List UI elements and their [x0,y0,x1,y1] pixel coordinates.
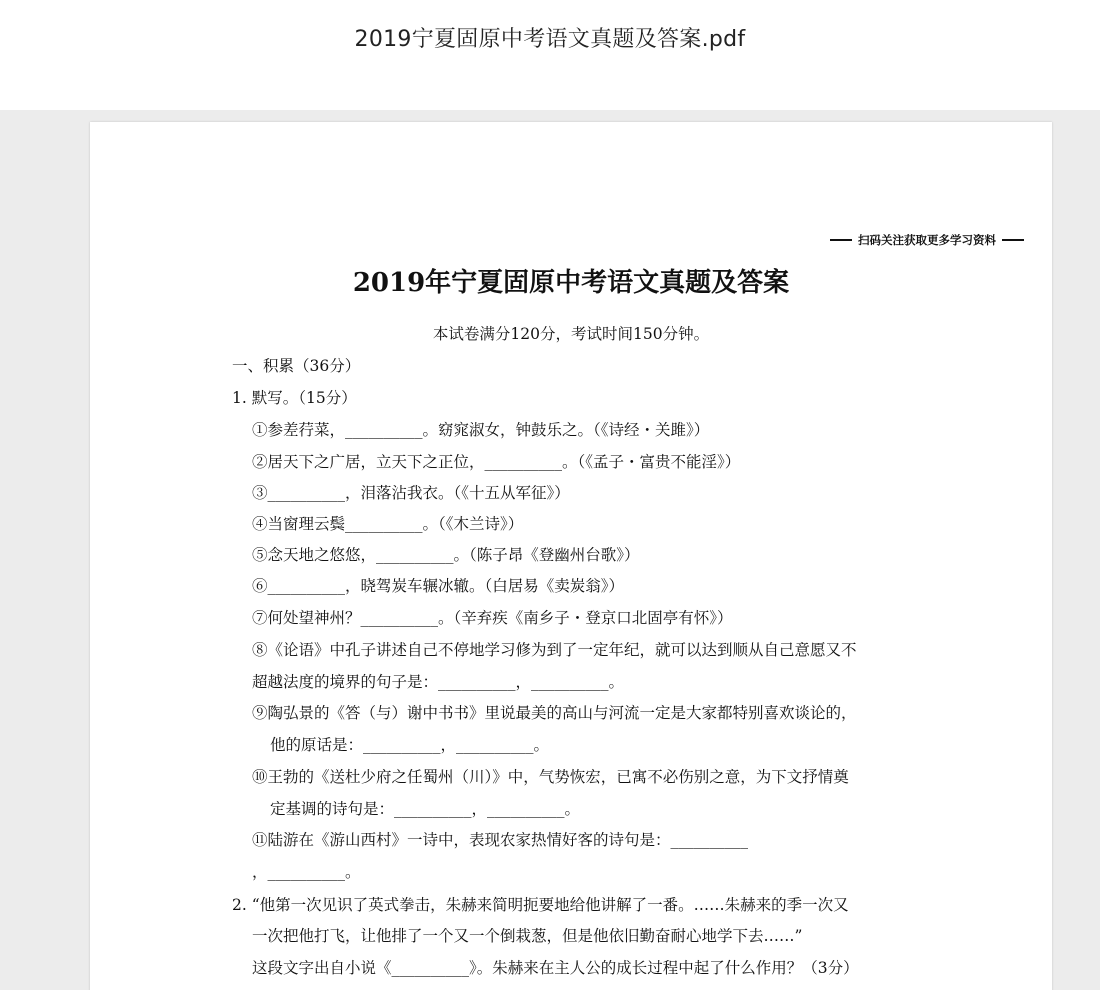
header-dash-left [830,239,852,241]
question-line: 他的原话是：__________，__________。 [270,736,550,754]
pdf-page [90,122,1052,990]
pdf-viewer[interactable] [0,110,1100,990]
question-line: ⑩王勃的《送杜少府之任蜀州（川）》中，气势恢宏，已寓不必伤别之意，为下文抒情奠 [252,768,849,786]
question-line: ⑨陶弘景的《答（与）谢中书书》里说最美的高山与河流一定是大家都特别喜欢谈论的， [252,704,857,722]
question-line: ⑥__________，晓驾炭车辗冰辙。（白居易《卖炭翁》） [252,577,625,595]
question-line: ③__________，泪落沾我衣。（《十五从军征》） [252,484,570,502]
question-line: ④当窗理云鬓__________。（《木兰诗》） [252,515,524,533]
question-line: ⑤念天地之悠悠，__________。（陈子昂《登幽州台歌》） [252,546,640,564]
document-title: 2019年宁夏固原中考语文真题及答案 [352,268,790,298]
file-title: 2019宁夏固原中考语文真题及答案.pdf [354,27,746,52]
question-line: ⑪陆游在《游山西村》一诗中，表现农家热情好客的诗句是：__________ [252,831,749,849]
question-line: ，__________。 [252,863,361,881]
section-heading: 一、积累（36分） [232,357,361,375]
question-line: 超越法度的境界的句子是：__________，__________。 [252,673,625,691]
header-dash-right [1002,239,1024,241]
header-note-text: 扫码关注获取更多学习资料 [858,233,996,247]
document-subtitle: 本试卷满分120分，考试时间150分钟。 [432,325,710,343]
header-note [830,232,1024,248]
title-bar [0,0,1100,110]
question-2-line: 这段文字出自小说《__________》。朱赫来在主人公的成长过程中起了什么作用？（3分） [252,959,859,977]
question-line: ①参差荇菜，__________。窈窕淑女，钟鼓乐之。（《诗经・关雎》） [252,421,710,439]
question-2-line: 一次把他打飞，让他排了一个又一个倒栽葱，但是他依旧勤奋耐心地学下去……” [252,927,803,945]
question-line: 定基调的诗句是：__________，__________。 [270,800,581,818]
question-line: ⑦何处望神州？__________。（辛弃疾《南乡子・登京口北固亭有怀》） [252,609,733,627]
question-1-heading: 1. 默写。（15分） [232,389,357,407]
question-line: ②居天下之广居，立天下之正位，__________。（《孟子・富贵不能淫》） [252,453,741,471]
question-line: ⑧《论语》中孔子讲述自己不停地学习修为到了一定年纪，就可以达到顺从自己意愿又不 [252,641,857,659]
question-2-line: 2. “他第一次见识了英式拳击，朱赫来简明扼要地给他讲解了一番。……朱赫来的季一次又 [232,896,849,914]
